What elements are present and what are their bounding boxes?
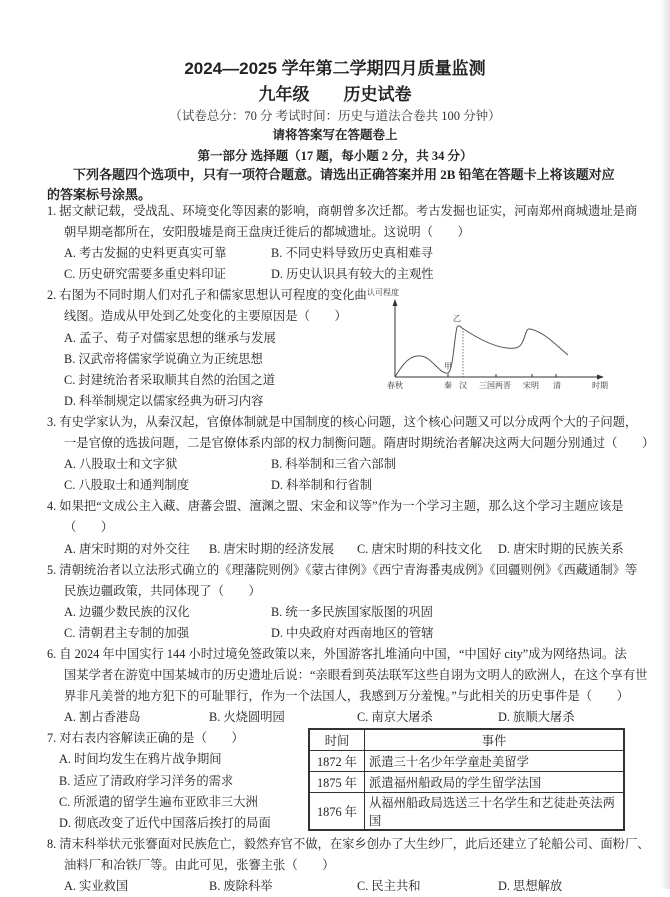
cell-time: 1872 年 — [309, 751, 365, 772]
question-4 — [47, 496, 637, 559]
option-d: D. 科举制和行省制 — [271, 478, 373, 493]
option-b: B. 科举制和三省六部制 — [271, 457, 397, 472]
option-d: D. 思想解放 — [498, 879, 563, 893]
question-text: 5. 清朝统治者以立法形式确立的《理藩院则例》《蒙古律例》《西宁青海番夷成例》《回疆则例》《西藏通制》等 — [47, 562, 638, 577]
question-text: 民族边疆政策，共同体现了（ ） — [64, 583, 261, 598]
x-tick-label: 清 — [553, 381, 561, 390]
option-a: A. 割占香港岛 — [64, 710, 141, 725]
question-text: 2. 右图为不同时期人们对孔子和儒家思想认可程度的变化曲 — [47, 288, 367, 303]
option-d: D. 旅顺大屠杀 — [498, 710, 575, 725]
x-tick-label: 秦 — [444, 381, 452, 390]
option-a: A. 实业救国 — [64, 879, 129, 893]
option-b: B. 废除科举 — [209, 879, 273, 893]
header-time: 时间 — [309, 729, 365, 751]
option-d: D. 历史认识具有较大的主观性 — [271, 267, 434, 282]
exam-title: 2024—2025 学年第二学期四月质量监测 — [184, 59, 486, 78]
option-c: C. 八股取士和通判制度 — [64, 478, 190, 493]
question-text: 3. 有史学家认为，从秦汉起，官僚体制就是中国制度的核心问题，这个核心问题又可以分成两个大的子问题， — [47, 414, 638, 429]
question-3 — [47, 412, 655, 496]
header-event: 事件 — [365, 729, 625, 751]
cell-time: 1876 年 — [309, 793, 365, 831]
option-b: B. 火烧圆明园 — [209, 710, 285, 725]
option-b: B. 汉武帝将儒家学说确立为正统思想 — [64, 351, 263, 366]
option-c: C. 所派遣的留学生遍布亚欧非三大洲 — [59, 794, 258, 809]
recognition-curve-figure — [360, 285, 610, 395]
grade: 九年级 — [258, 85, 310, 104]
option-d: D. 中央政府对西南地区的管辖 — [271, 625, 434, 640]
question-text: 7. 对右表内容解读正确的是（ ） — [47, 731, 244, 746]
y-axis-label: 认可程度 — [367, 288, 399, 297]
question-text: 6. 自 2024 年中国实行 144 小时过境免签政策以来，外国游客扎堆涌向中国，“中国好 city”成为网络热词。法 — [47, 646, 627, 661]
recognition-curve — [395, 326, 568, 377]
instructions: 下列各题四个选项中，只有一项符合题意。请选出正确答案并用 2B 铅笔在答题卡上将该题对应的答案标号涂黑。 — [47, 167, 615, 202]
point-jia-label: 甲 — [444, 362, 452, 371]
option-b: B. 不同史料导致历史真相难寻 — [271, 246, 433, 261]
option-a: A. 时间均发生在鸦片战争期间 — [59, 752, 222, 767]
question-text: 油料厂和冶铁厂等。由此可见，张謇主张（ ） — [64, 857, 335, 872]
question-text: 一是官僚的选拔问题，二是官僚体系内部的权力制衡问题。隋唐时期统治者解决这两大问题分别通过（ ） — [64, 436, 655, 451]
option-b: B. 适应了清政府学习洋务的需求 — [59, 773, 234, 788]
option-c: C. 唐宋时期的科技文化 — [357, 541, 483, 556]
table-header-row — [309, 729, 624, 751]
point-yi-label: 乙 — [453, 314, 461, 323]
question-text: 8. 清末科举状元张謇面对民族危亡，毅然弃官不做，在家乡创办了大生纱厂，此后还建立了轮船公司、面粉厂、 — [47, 836, 650, 851]
table-row — [309, 793, 624, 831]
option-a: A. 唐宋时期的对外交往 — [64, 541, 190, 556]
option-c: C. 历史研究需要多重史料印证 — [64, 267, 226, 282]
exam-subtitle — [0, 80, 670, 105]
table-row — [309, 772, 624, 793]
question-text: 朝早期亳都所在，安阳殷墟是商王盘庚迁徙后的都城遗址。这说明（ ） — [64, 225, 470, 240]
option-a: A. 边疆少数民族的汉化 — [64, 604, 190, 619]
question-text: 1. 据文献记载，受战乱、环境变化等因素的影响，商朝曾多次迁都。考古发掘也证实，河南郑州商城遗址是商 — [47, 204, 638, 218]
option-a: A. 孟子、荀子对儒家思想的继承与发展 — [64, 330, 276, 345]
question-1 — [47, 201, 637, 285]
x-tick-label: 汉 — [459, 381, 467, 390]
x-axis-arrow — [597, 375, 604, 380]
x-tick-label: 宋明 — [523, 381, 539, 390]
x-tick-label: 三国两晋 — [479, 381, 511, 390]
question-5 — [47, 560, 637, 644]
option-a: A. 考古发掘的史料更真实可靠 — [64, 246, 227, 261]
option-b: B. 唐宋时期的经济发展 — [209, 541, 335, 556]
answer-notice: 请将答案写在答题卷上 — [272, 128, 398, 142]
question-6 — [47, 644, 648, 728]
option-c: C. 南京大屠杀 — [357, 710, 433, 725]
x-axis-label: 时期 — [592, 381, 608, 390]
option-c: C. 民主共和 — [357, 879, 421, 893]
option-d: D. 科举制规定以儒家经典为研习内容 — [64, 393, 264, 408]
question-text: 线图。造成从甲处到乙处变化的主要原因是（ ） — [64, 309, 347, 324]
x-tick-label: 春秋 — [387, 381, 403, 390]
option-c: C. 清朝君主专制的加强 — [64, 625, 190, 640]
option-d: D. 唐宋时期的民族关系 — [498, 541, 624, 556]
y-axis-arrow — [393, 299, 398, 306]
option-b: B. 统一多民族国家版图的巩固 — [271, 604, 433, 619]
events-table — [308, 728, 625, 831]
exam-info: （试卷总分：70 分 考试时间：历史与道法合卷共 100 分钟） — [169, 109, 501, 123]
question-text: 国某学者在游览中国某城市的历史遗址后说：“亲眼看到英法联军这些自诩为文明人的欧洲人，在这个享有世 — [64, 668, 648, 683]
cell-event: 派遣福州船政局的学生留学法国 — [365, 772, 625, 793]
question-8 — [47, 834, 650, 897]
option-a: A. 八股取士和文字狱 — [64, 457, 178, 472]
question-text: 4. 如果把“文成公主入藏、唐蕃会盟、澶渊之盟、宋金和议等”作为一个学习主题，那么这个学习主题应该是 — [47, 499, 624, 514]
question-text: 界非凡美誉的地方犯下的可耻罪行，作为一个法国人，我感到万分羞愧。”与此相关的历史事件是（ ） — [64, 689, 629, 704]
subject: 历史试卷 — [343, 85, 412, 104]
section-heading: 第一部分 选择题（17 题，每小题 2 分，共 34 分） — [197, 149, 473, 163]
cell-event: 派遣三十名少年学童赴美留学 — [365, 751, 625, 772]
option-c: C. 封建统治者采取顺其自然的治国之道 — [64, 372, 276, 387]
question-text: （ ） — [64, 520, 114, 535]
cell-event: 从福州船政局选送三十名学生和艺徒赴英法两国 — [365, 793, 625, 831]
option-d: D. 彻底改变了近代中国落后挨打的局面 — [59, 815, 271, 830]
table-row — [309, 751, 624, 772]
cell-time: 1875 年 — [309, 772, 365, 793]
